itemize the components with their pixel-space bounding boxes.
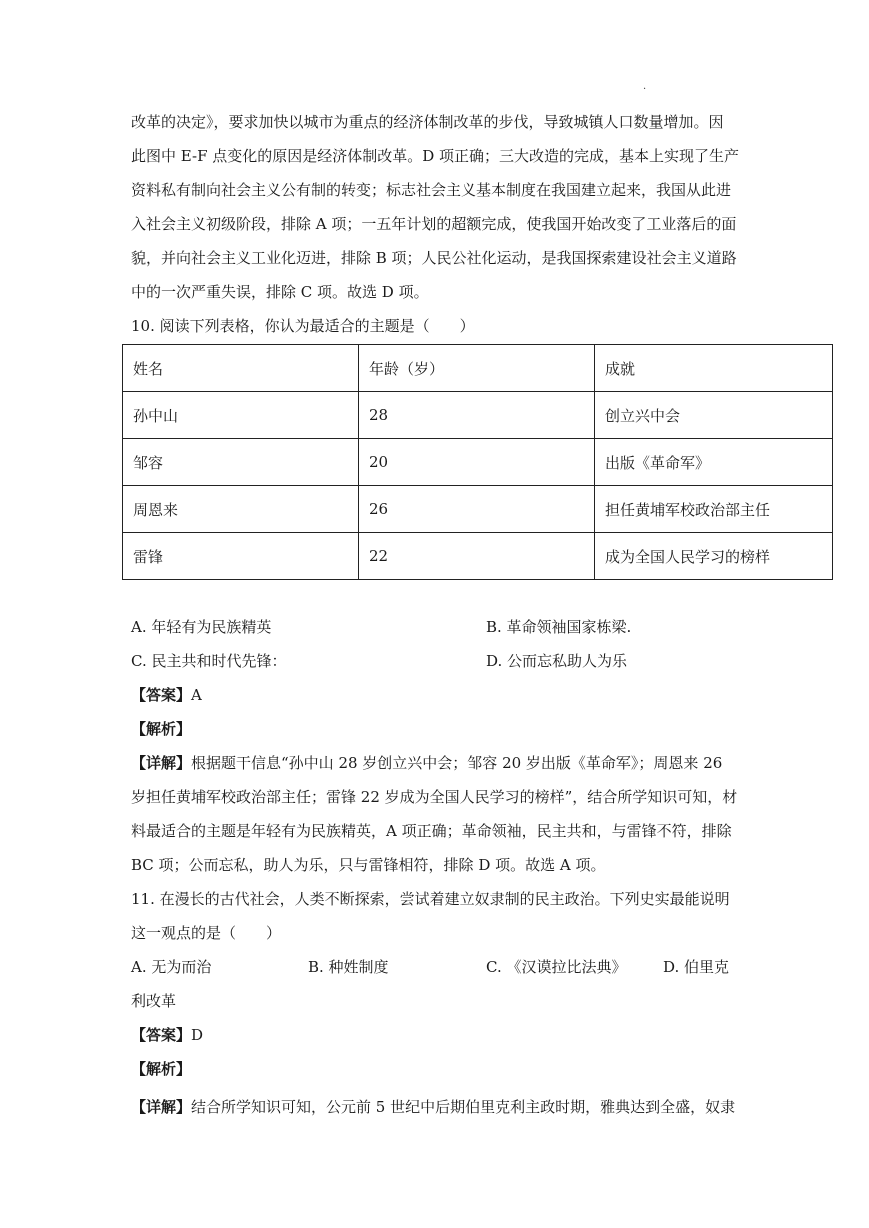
table-cell: 26 — [359, 486, 595, 533]
question-11-option-a: A. 无为而治 — [131, 958, 212, 976]
answer-value: D — [191, 1026, 204, 1044]
question-10-option-a: A. 年轻有为民族精英 — [131, 618, 272, 636]
detail-text: 结合所学知识可知，公元前 5 世纪中后期伯里克利主政时期，雅典达到全盛，奴隶 — [191, 1098, 736, 1116]
table-header-achievement: 成就 — [595, 345, 833, 392]
question-11-stem: 这一观点的是（ ） — [131, 924, 282, 942]
table-cell: 孙中山 — [123, 392, 359, 439]
detail-tag: 【详解】 — [131, 1098, 192, 1116]
question-11-stem: 11. 在漫长的古代社会，人类不断探索，尝试着建立奴隶制的民主政治。下列史实最能说明 — [131, 890, 730, 908]
question-10-option-d: D. 公而忘私助人为乐 — [486, 652, 628, 670]
intro-line: 资料私有制向社会主义公有制的转变；标志社会主义基本制度在我国建立起来，我国从此进 — [131, 181, 732, 199]
table-cell: 邹容 — [123, 439, 359, 486]
table-cell: 周恩来 — [123, 486, 359, 533]
question-11-analysis — [131, 1059, 191, 1079]
table-header-row — [123, 345, 833, 392]
question-10-option-c: C. 民主共和时代先锋： — [131, 652, 287, 670]
table-cell: 成为全国人民学习的榜样 — [595, 533, 833, 580]
intro-line: 改革的决定》，要求加快以城市为重点的经济体制改革的步伐，导致城镇人口数量增加。因 — [131, 113, 724, 131]
table-row — [123, 486, 833, 533]
intro-line: 入社会主义初级阶段，排除 A 项；一五年计划的超额完成，使我国开始改变了工业落后的面 — [131, 215, 737, 233]
question-10-stem: 10. 阅读下列表格，你认为最适合的主题是（ ） — [131, 317, 475, 335]
analysis-tag: 【解析】 — [131, 720, 192, 738]
question-11-option-d-wrap: 利改革 — [131, 992, 177, 1010]
question-11-option-b: B. 种姓制度 — [308, 958, 389, 976]
table-cell: 担任黄埔军校政治部主任 — [595, 486, 833, 533]
table-header-name: 姓名 — [123, 345, 359, 392]
question-11-option-c: C. 《汉谟拉比法典》 — [486, 958, 627, 976]
intro-line: 中的一次严重失误，排除 C 项。故选 D 项。 — [131, 283, 429, 301]
table-cell: 出版《革命军》 — [595, 439, 833, 486]
table-row — [123, 533, 833, 580]
intro-line: 貌，并向社会主义工业化迈进，排除 B 项；人民公社化运动，是我国探索建设社会主义道路 — [131, 249, 737, 267]
table-cell: 创立兴中会 — [595, 392, 833, 439]
question-10-analysis — [131, 719, 191, 739]
question-10-answer — [131, 685, 202, 705]
answer-tag: 【答案】 — [131, 686, 192, 704]
table-cell: 20 — [359, 439, 595, 486]
analysis-tag: 【解析】 — [131, 1060, 192, 1078]
detail-line: BC 项；公而忘私，助人为乐，只与雷锋相符，排除 D 项。故选 A 项。 — [131, 856, 606, 874]
question-10-detail — [131, 753, 722, 773]
detail-tag: 【详解】 — [131, 754, 192, 772]
table-row — [123, 392, 833, 439]
answer-tag: 【答案】 — [131, 1026, 192, 1044]
question-10-table — [122, 344, 833, 580]
question-11-option-d: D. 伯里克 — [663, 958, 730, 976]
question-11-detail — [131, 1097, 735, 1117]
detail-line: 料最适合的主题是年轻有为民族精英，A 项正确；革命领袖，民主共和，与雷锋不符，排除 — [131, 822, 732, 840]
table-cell: 22 — [359, 533, 595, 580]
detail-line: 岁担任黄埔军校政治部主任；雷锋 22 岁成为全国人民学习的榜样”，结合所学知识可知，材 — [131, 788, 738, 806]
page-marker: · — [643, 84, 647, 95]
question-11-answer — [131, 1025, 203, 1045]
table-row — [123, 439, 833, 486]
table-cell: 雷锋 — [123, 533, 359, 580]
detail-text: 根据题干信息“孙中山 28 岁创立兴中会；邹容 20 岁出版《革命军》；周恩来 26 — [191, 754, 723, 772]
question-10-option-b: B. 革命领袖国家栋梁. — [486, 618, 632, 636]
table-cell: 28 — [359, 392, 595, 439]
intro-line: 此图中 E-F 点变化的原因是经济体制改革。D 项正确；三大改造的完成，基本上实现了生产 — [131, 147, 740, 165]
table-header-age: 年龄（岁） — [359, 345, 595, 392]
answer-value: A — [191, 686, 202, 704]
